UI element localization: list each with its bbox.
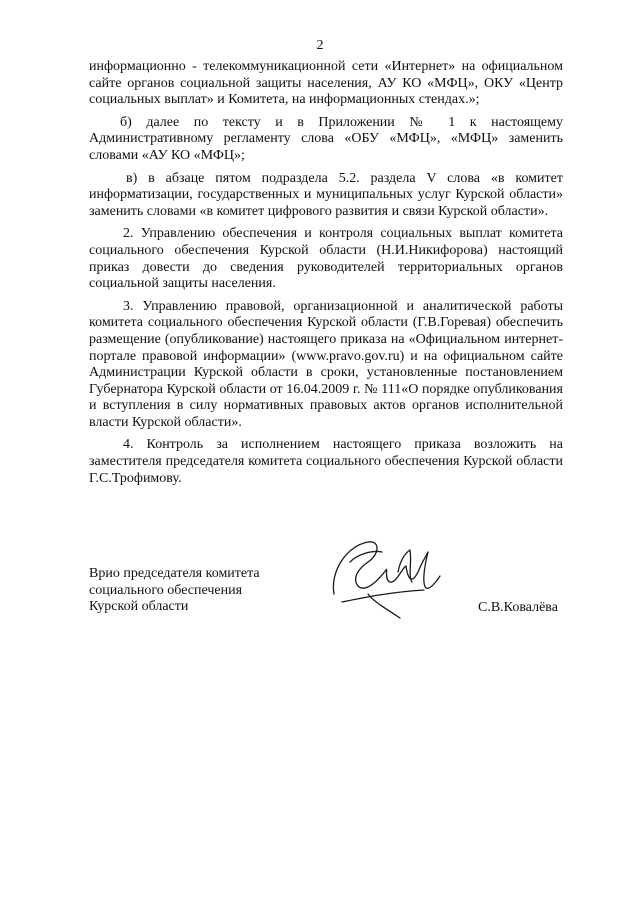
paragraph-item-v: в) в абзаце пятом подраздела 5.2. раздела V слова «в комитет информатизации, государственных и муниципальных услуг Курской области» заменить словами «в комитет цифрового развития и связи Курской области».: [89, 170, 563, 219]
paragraph-4: 4. Контроль за исполнением настоящего приказа возложить на заместителя председателя комитета социального обеспечения Курской области Г.С.Трофимову.: [89, 437, 563, 486]
signatory-title-line: социального обеспечения: [89, 582, 243, 598]
page-number: 2: [316, 38, 324, 53]
signatory-name: С.В.Ковалёва: [478, 600, 558, 615]
paragraph-continuation: информационно - телекоммуникационной сети «Интернет» на официальном сайте органов социальной защиты населения, АУ КО «МФЦ», ОКУ «Центр социальных выплат» и Комитета, на информационных стендах.»;: [89, 59, 563, 108]
paragraph-3: 3. Управлению правовой, организационной и аналитической работы комитета социального обеспечения Курской области (Г.В.Горевая) обеспечить размещение (опубликование) настоящего приказа на «Официальном интернет-портале правовой информации» (www.pravo.gov.ru) и на официальном сайте Администрации Курской области в сроки, установленные постановлением Губернатора Курской области от 16.04.2009 г. № 111«О порядке опубликования и вступления в силу нормативных правовых актов органов исполнительной власти Курской области».: [89, 298, 563, 430]
handwritten-signature: [328, 532, 448, 624]
paragraph-item-b: б) далее по тексту и в Приложении № 1 к настоящему Административному регламенту слова «ОБУ «МФЦ», «МФЦ» заменить словами «АУ КО «МФЦ»;: [89, 114, 563, 163]
signatory-title-line: Курской области: [89, 599, 189, 615]
signatory-title-line: Врио председателя комитета: [89, 566, 260, 581]
document-body: [89, 59, 563, 493]
signatory-title: [89, 566, 319, 616]
paragraph-2: 2. Управлению обеспечения и контроля социальных выплат комитета социального обеспечения Курской области (Н.И.Никифорова) настоящий приказ довести до сведения руководителей территориальных органов социальной защиты населения.: [89, 226, 563, 292]
